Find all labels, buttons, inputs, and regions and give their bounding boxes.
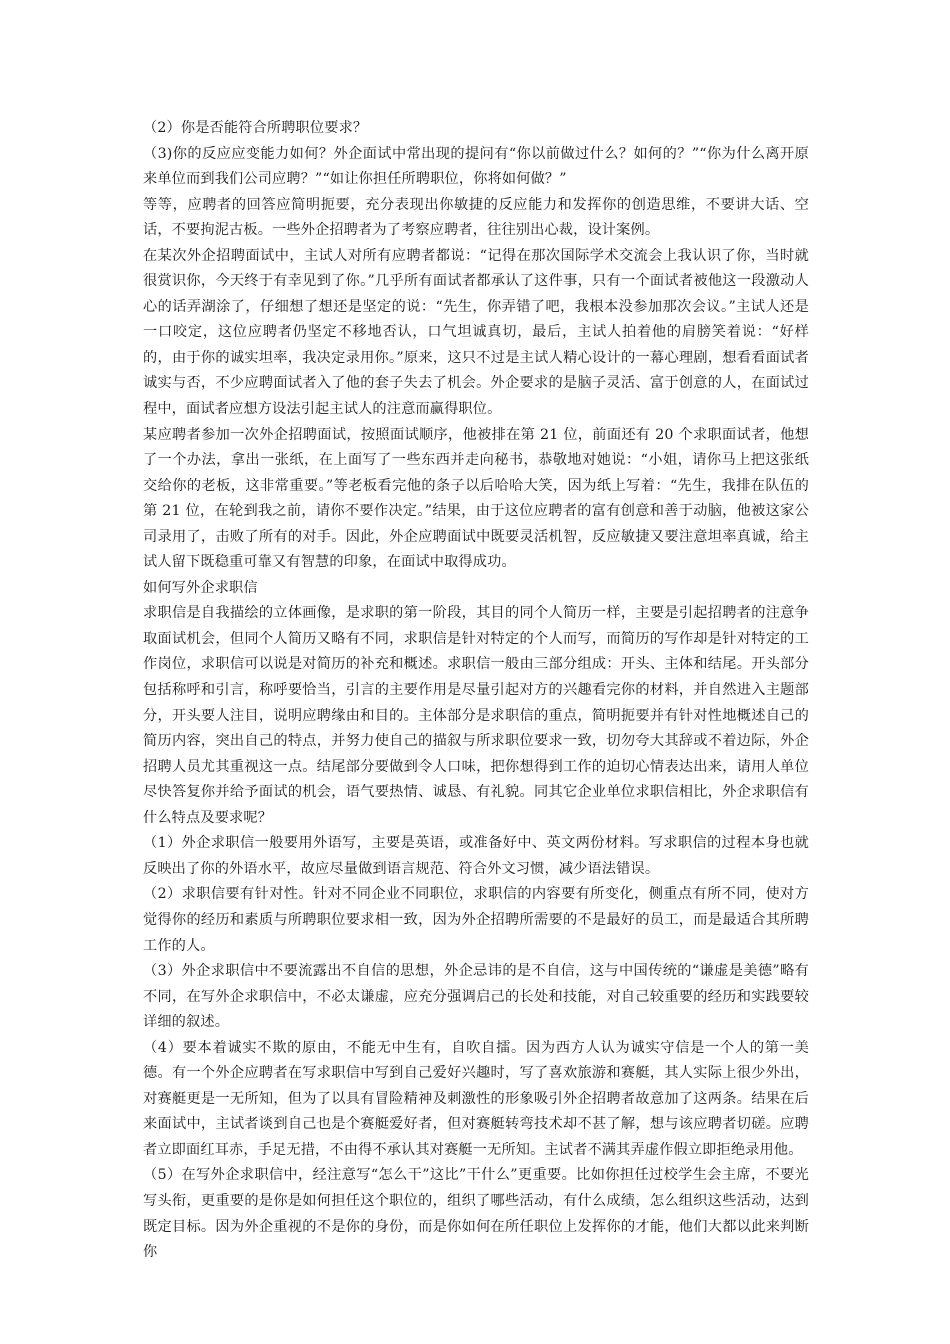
paragraph-point-1: （1）外企求职信一般要用外语写，主要是英语，或准备好中、英文两份材料。写求职信的过程本身也就反映出了你的外语水平，故应尽量做到语言规范、符合外文习惯，减少语法错误。 [143, 835, 809, 877]
document-page [143, 116, 809, 1266]
section-heading: 如何写外企求职信 [143, 579, 258, 596]
paragraph-point-5: （5）在写外企求职信中，经注意写“怎么干”这比”干什么”更重要。比如你担任过校学生会主席，不要光写头衔，更重要的是你是如何担任这个职位的，组织了哪些活动，有什么成绩，怎么组织这些活动，达到既定目标。因为外企重视的不是你的身份，而是你如何在所任职位上发挥你的才能，他们大都以此来判断你 [143, 1167, 809, 1261]
paragraph-story-21st: 某应聘者参加一次外企招聘面试，按照面试顺序，他被排在第 21 位，前面还有 20 个求职面试者，他想了一个办法，拿出一张纸，在上面写了一些东西并走向秘书，恭敬地对她说：“小姐，请你马上把这张纸交给你的老板，这非常重要。”等老板看完他的条子以后哈哈大笑，因为纸上写着：“先生，我排在队伍的第 21 位，在轮到我之前，请你不要作决定。”结果，由于这位应聘者的富有创意和善于动脑，他被这家公司录用了，击败了所有的对手。因此，外企应聘面试中既要灵活机智，反应敏捷又要注意坦率真诚，给主试人留下既稳重可靠又有智慧的印象，在面试中取得成功。 [143, 426, 809, 571]
paragraph-question-2: （2）你是否能符合所聘职位要求？ [143, 120, 368, 136]
paragraph-answer-advice: 等等，应聘者的回答应简明扼要，充分表现出你敏捷的反应能力和发挥你的创造思维，不要讲大话、空话，不要拘泥古板。一些外企招聘者为了考察应聘者，往往别出心裁，设计案例。 [143, 196, 809, 239]
paragraph-story-conference: 在某次外企招聘面试中，主试人对所有应聘者都说：“记得在那次国际学术交流会上我认识了你，当时就很赏识你，今天终于有幸见到了你。”几乎所有面试者都承认了这件事，只有一个面试者被他这一段激动人心的话弄湖涂了，仔细想了想还是坚定的说：“先生，你弄错了吧，我根本没参加那次会议。”主试人还是一口咬定，这位应聘者仍坚定不移地否认，口气坦诚真切，最后，主试人拍着他的肩膀笑着说：“好样的，由于你的诚实坦率，我决定录用你。”原来，这只不过是主试人精心设计的一幕心理剧，想看看面试者诚实与否，不少应聘面试者入了他的套子失去了机会。外企要求的是脑子灵活、富于创意的人，在面试过程中，面试者应想方设法引起主试人的注意而赢得职位。 [143, 247, 809, 418]
paragraph-point-3: （3）外企求职信中不要流露出不自信的思想，外企忌讳的是不自信，这与中国传统的“谦虚是美德”略有不同，在写外企求职信中，不必太谦虚，应充分强调启己的长处和技能，对自己较重要的经历和实践要较详细的叙述。 [143, 963, 809, 1031]
paragraph-question-3: （3)你的反应应变能力如何？外企面试中常出现的提问有“你以前做过什么？如何的？”“你为什么离开原来单位而到我们公司应聘？”“如让你担任所聘职位，你将如何做？” [143, 145, 809, 188]
paragraph-point-2: （2）求职信要有针对性。针对不同企业不同职位，求职信的内容要有所变化，侧重点有所不同，使对方觉得你的经历和素质与所聘职位要求相一致，因为外企招聘所需要的不是最好的员工，而是最适合其所聘工作的人。 [143, 886, 809, 954]
paragraph-point-4: （4）要本着诚实不欺的原由，不能无中生有，自吹自擂。因为西方人认为诚实守信是一个人的第一美德。有一个外企应聘者在写求职信中写到自己爱好兴趣时，写了喜欢旅游和赛艇，其人实际上很少外出，对赛艇更是一无所知，但为了以具有冒险精神及刺激性的形象吸引外企招聘者故意加了这两条。结果在后来面试中，主试者谈到自己也是个赛艇爱好者，但对赛艇转弯技术却不甚了解，想与该应聘者切磋。应聘者立即面红耳赤，手足无措，不由得不承认其对赛艇一无所知。主试者不满其弄虚作假立即拒绝录用他。 [143, 1039, 809, 1158]
paragraph-cover-letter-intro: 求职信是自我描绘的立体画像，是求职的第一阶段，其目的同个人简历一样，主要是引起招聘者的注意争取面试机会，但同个人简历又略有不同，求职信是针对特定的个人而写，而简历的写作却是针对特定的工作岗位，求职信可以说是对简历的补充和概述。求职信一般由三部分组成：开头、主体和结尾。开头部分包括称呼和引言，称呼要恰当，引言的主要作用是尽量引起对方的兴趣看完你的材料，并自然进入主题部分，开头要人注目，说明应聘缘由和目的。主体部分是求职信的重点，简明扼要并有针对性地概述自己的简历内容，突出自己的特点，并努力使自己的描叙与所求职位要求一致，切勿夸大其辞或不着边际，外企招聘人员尤其重视这一点。结尾部分要做到令人口味，把你想得到工作的迫切心情表达出来，请用人单位尽快答复你并给予面试的机会，语气要热情、诚恳、有礼貌。同其它企业单位求职信相比，外企求职信有什么特点及要求呢？ [143, 605, 809, 826]
